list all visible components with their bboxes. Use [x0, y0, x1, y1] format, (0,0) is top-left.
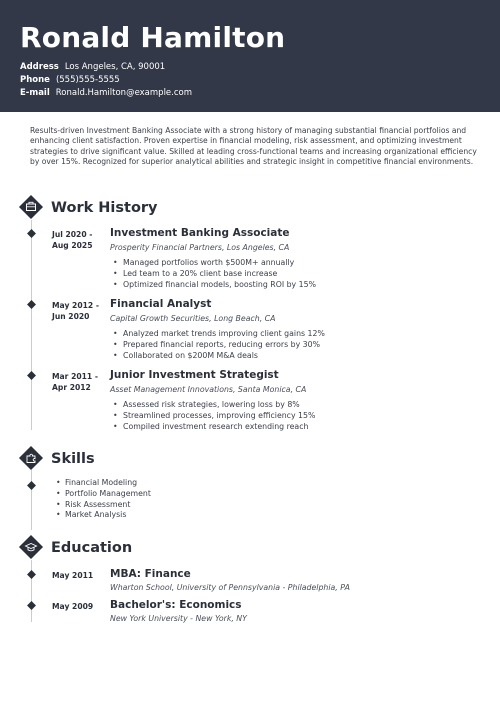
list-item: • Portfolio Management — [56, 489, 151, 500]
contact-value: Los Angeles, CA, 90001 — [64, 62, 166, 72]
job-dates: May 2012 - Jun 2020 — [52, 301, 99, 321]
graduation-cap-icon — [18, 534, 44, 560]
list-item: • Led team to a 20% client base increase — [113, 269, 316, 280]
job-bullets — [113, 400, 315, 432]
professional-summary: Results-driven Investment Banking Associate with a strong history of managing substantial financial portfolios and enhancing client satisfaction. Proven expertise in financial modeling, risk assessment, and optimizing investment strategies to drive significant value. Skilled at leading cross-functional teams and increasing organizational efficiency by over 15%. Recognized for superior analytical abilities and strategic insight in competitive financial environments. — [30, 126, 477, 167]
school-name: Wharton School, University of Pennsylvania - Philadelphia, PA — [110, 583, 350, 592]
candidate-name: Ronald Hamilton — [20, 21, 286, 54]
company-name: Prosperity Financial Partners, Los Angeles, CA — [110, 243, 290, 252]
list-item: • Compiled investment research extending reach — [113, 422, 315, 433]
timeline-marker — [27, 481, 36, 490]
list-item: • Risk Assessment — [56, 500, 151, 511]
timeline-marker — [27, 570, 36, 579]
job-dates: Mar 2011 - Apr 2012 — [52, 372, 99, 392]
skills-list — [56, 478, 151, 521]
contact-value: (555)555-5555 — [55, 75, 120, 85]
list-item: • Prepared financial reports, reducing errors by 30% — [113, 340, 325, 351]
contact-label: E-mail — [20, 88, 50, 98]
list-item: • Assessed risk strategies, lowering loss by 8% — [113, 400, 315, 411]
job-bullets — [113, 329, 325, 361]
section-title-education: Education — [51, 540, 133, 556]
list-item: • Market Analysis — [56, 510, 151, 521]
degree-title: MBA: Finance — [110, 568, 191, 580]
contact-label: Address — [20, 62, 59, 72]
resume-header — [0, 0, 500, 112]
timeline-marker — [27, 601, 36, 610]
job-bullets — [113, 258, 316, 290]
list-item: • Managed portfolios worth $500M+ annually — [113, 258, 316, 269]
timeline-line — [31, 220, 32, 430]
puzzle-icon — [18, 445, 44, 471]
company-name: Asset Management Innovations, Santa Monica, CA — [110, 385, 307, 394]
job-title: Junior Investment Strategist — [110, 369, 279, 381]
list-item: • Streamlined processes, improving efficiency 15% — [113, 411, 315, 422]
contact-label: Phone — [20, 75, 50, 85]
education-date: May 2011 — [52, 571, 94, 580]
list-item: • Financial Modeling — [56, 478, 151, 489]
education-date: May 2009 — [52, 602, 94, 611]
section-title-skills: Skills — [51, 451, 95, 467]
job-title: Investment Banking Associate — [110, 227, 290, 239]
section-title-work-history: Work History — [51, 200, 158, 216]
job-title: Financial Analyst — [110, 298, 212, 310]
timeline-marker — [27, 300, 36, 309]
list-item: • Collaborated on $200M M&A deals — [113, 351, 325, 362]
briefcase-icon — [18, 194, 44, 220]
job-dates: Jul 2020 - Aug 2025 — [52, 230, 93, 250]
company-name: Capital Growth Securities, Long Beach, CA — [110, 314, 276, 323]
degree-title: Bachelor's: Economics — [110, 599, 242, 611]
list-item: • Optimized financial models, boosting ROI by 15% — [113, 280, 316, 291]
list-item: • Analyzed market trends improving client gains 12% — [113, 329, 325, 340]
school-name: New York University - New York, NY — [110, 614, 247, 623]
contact-value: Ronald.Hamilton@example.com — [55, 88, 193, 98]
contact-email — [20, 87, 192, 99]
timeline-marker — [27, 229, 36, 238]
timeline-line — [31, 470, 32, 530]
contact-address — [20, 61, 165, 73]
timeline-marker — [27, 371, 36, 380]
contact-phone — [20, 74, 120, 86]
